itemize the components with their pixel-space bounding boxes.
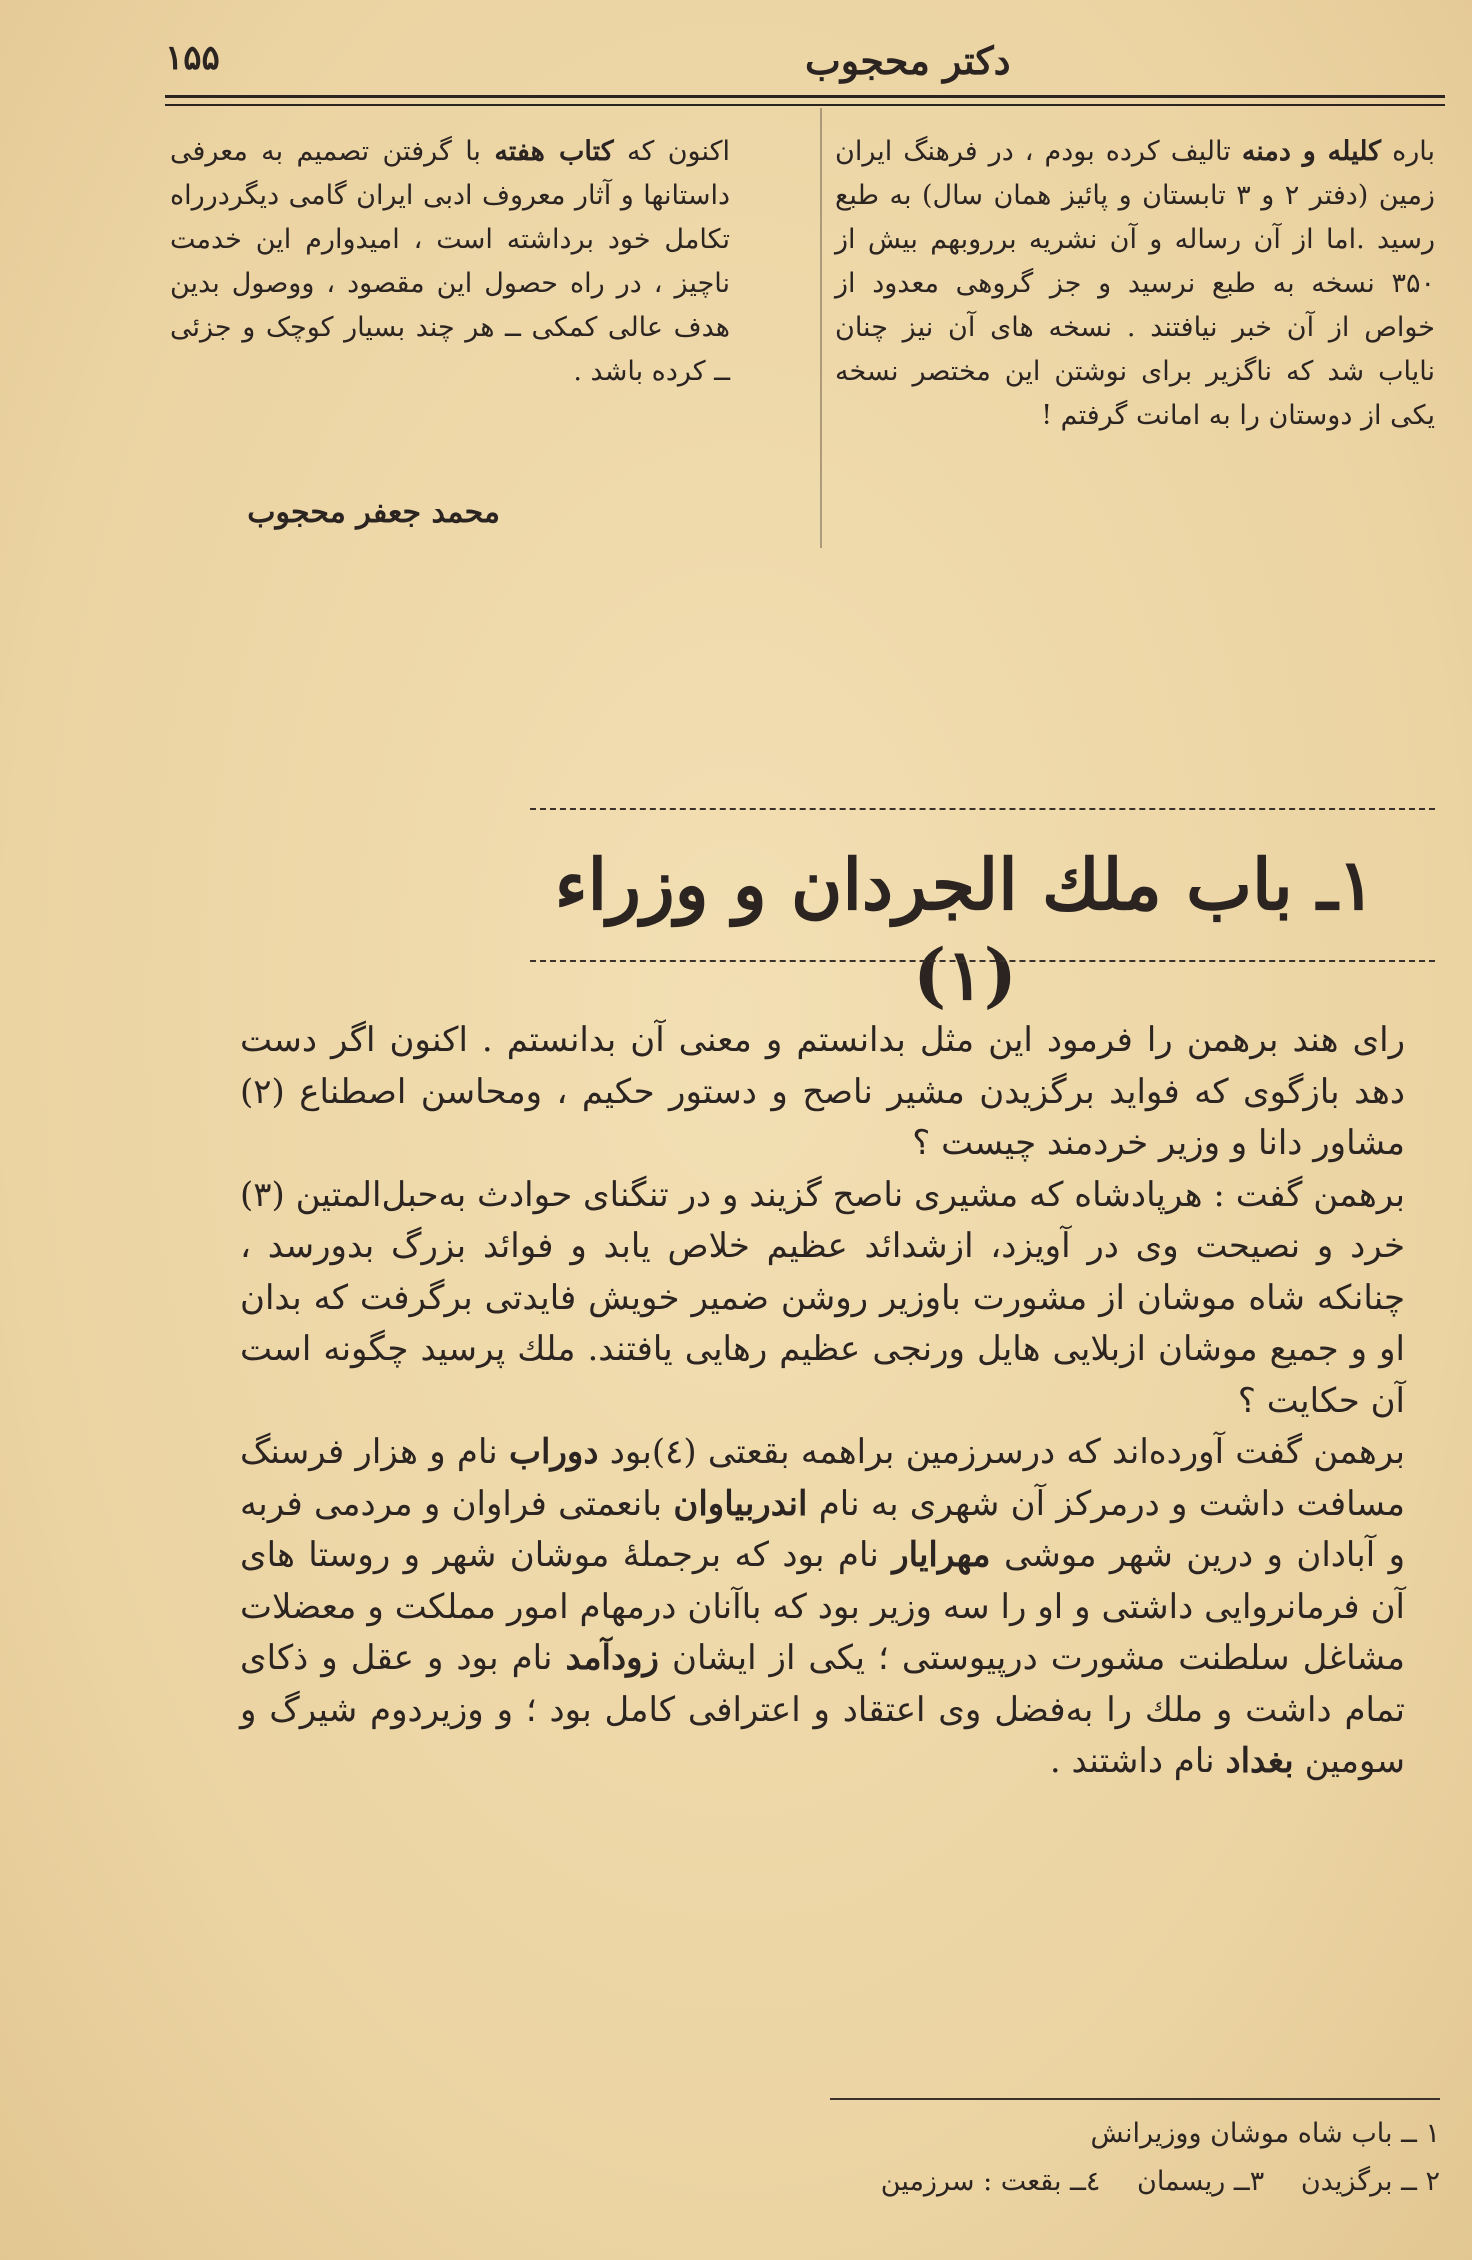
first-vizier-name: زودآمد	[565, 1638, 659, 1678]
intro-right-text: تالیف کرده بودم ، در فرهنگ ایران زمین (دفتر ۲ و ۳ تابستان و پائیز همان سال) به طبع رسید .اما از آن رساله و آن نشریه برروبهم بیش از ۳۵۰ نسخه به طبع نرسید و جز گروهی معدود از خواص از آن خبر نیافتند . نسخه های آن نیز چنان نایاب شد که ناگزیر برای نوشتن این مختصر نسخه یکی از دوستان را به امانت گرفتم !	[835, 136, 1435, 431]
third-vizier-name: بغداد	[1225, 1741, 1294, 1781]
p3-part-b: نام و هزار فرسنگ مسافت داشت و درمرکز آن شهری به نام	[240, 1432, 1405, 1524]
footnote-1: ۱ ــ باب شاه موشان ووزیرانش	[1090, 2118, 1440, 2149]
intro-left-text: با گرفتن تصمیم به معرفی داستانها و آثار معروف ادبی ایران گامی دیگردرراه تکامل خود برداشته است ، امیدوارم این خدمت ناچیز ، در راه حصول این مقصود ، ووصول بدین هدف عالی کمکی ــ هر چند بسیار کوچک و جزئی ــ کرده باشد .	[170, 136, 730, 387]
chapter-body	[240, 1015, 1405, 1788]
footnotes	[560, 2110, 1440, 2206]
running-title: دکتر محجوب	[805, 38, 1011, 83]
intro-column-right	[835, 130, 1435, 438]
city-name: اندربیاوان	[673, 1483, 808, 1524]
body-paragraph-3	[240, 1427, 1405, 1788]
title-dashed-rule-top	[530, 808, 1435, 810]
book-title-kalila: کلیله و دمنه	[1241, 136, 1382, 167]
chapter-title: ۱ـ باب ملك الجردان و وزراء (۱)	[554, 843, 1376, 1016]
intro-column-left	[170, 130, 730, 394]
body-paragraph-1: رای هند برهمن را فرمود این مثل بدانستم و معنی آن بدانستم . اکنون اگر دست دهد بازگوی که فواید برگزیدن مشیر ناصح و دستور حکیم ، ومحاسن اصطناع (۲) مشاور دانا و وزیر خردمند چیست ؟	[240, 1020, 1405, 1163]
footnote-3: ۳ــ ریسمان	[1136, 2166, 1265, 2197]
footnote-2: ۲ ــ برگزیدن	[1300, 2166, 1440, 2197]
intro-left-lead: اکنون که	[627, 136, 730, 167]
footnote-rule	[830, 2098, 1440, 2100]
p3-part-f: نام داشتند .	[1049, 1741, 1215, 1781]
book-week-title: کتاب هفته	[494, 136, 614, 167]
page-header	[165, 38, 1440, 88]
king-mouse-name: مهرایار	[892, 1535, 991, 1575]
body-paragraph-2: برهمن گفت : هرپادشاه که مشیری ناصح گزیند و در تنگنای حوادث به‌حبل‌المتین (۳) خرد و نصیحت وی در آویزد، ازشدائد عظیم خلاص یابد و فوائد بزرگ بدورسد ، چنانکه شاه موشان از مشورت باوزیر روشن ضمیر خویش فایدتی برگرفت که بدان او و جمیع موشان ازبلایی هایل ورنجی عظیم رهایی یافتند. ملك پرسید چگونه است آن حکایت ؟	[240, 1174, 1405, 1421]
footnote-line-2	[560, 2158, 1440, 2206]
p3-part-a: برهمن گفت آورده‌اند که درسرزمین براهمه بقعتی (٤)بود	[609, 1432, 1405, 1472]
page-number: ۱۵۵	[165, 38, 220, 78]
place-name-durab: دوراب	[509, 1432, 599, 1472]
column-divider	[820, 108, 822, 548]
p3-part-e: نام بود و عقل و ذکای تمام داشت و ملك را به‌فضل وی اعتقاد و اعترافی کامل بود ؛ و وزیردوم شیرگ و سومین	[240, 1638, 1405, 1781]
intro-right-lead: باره	[1392, 136, 1435, 167]
author-signature: محمد جعفر محجوب	[247, 495, 500, 530]
footnote-4: ٤ــ بقعت : سرزمین	[880, 2166, 1101, 2197]
title-dashed-rule-bottom	[530, 960, 1435, 962]
header-rule	[165, 95, 1445, 98]
p3-part-d: نام بود که برجملهٔ موشان شهر و روستا های آن فرمانروایی داشتی و او را سه وزیر بود که باآنان درمهام امور مملکت و معضلات مشاغل سلطنت مشورت درپیوستی ؛ یکی از ایشان	[240, 1535, 1406, 1678]
p3-part-c: بانعمتی فراوان و مردمی فربه و آبادان و درین شهر موشی	[240, 1483, 1406, 1575]
header-rule-secondary	[165, 104, 1445, 106]
